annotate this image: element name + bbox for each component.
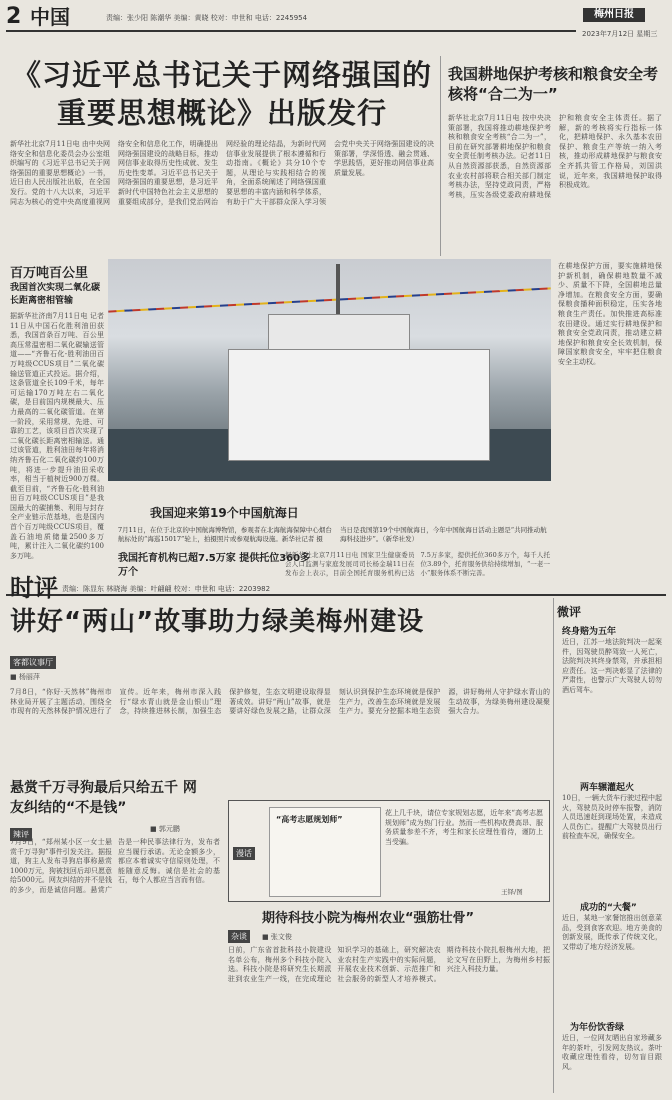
flag-string [108,287,550,312]
column-divider [440,56,441,256]
bottom-left-label: 辣评 [10,828,32,841]
lower-left-body: 据新华社北京7月11日电 国家卫生健康委员会人口监测与家庭发展司司长杨金瑞11日在发布会上表示，目前全国托育服务机构已达7.5万多家，提供托位360多万个，每千人托位3.89个，托育服务供给持续增加，“一老一小”服务体系不断完善。 [285,551,550,577]
issue-date: 2023年7月12日 星期三 [582,30,658,38]
brief-headline: 百万吨百公里 [10,266,89,281]
cartoon-illustration [269,807,381,897]
right-continued: 在耕地保护方面，要实施耕地保护新机制，确保耕地数量不减少、质量不下降，全国耕地总量净增加。在粮食安全方面，要确保粮食播种面积稳定，压实各地粮食生产责任。加快推进高标准农田建设。通过实行耕地保护和粮食安全党政同责，推动建立耕地保护和粮食安全长效机制，保障国家粮食安全，牢牢把住粮食安全主动权。 [558,262,662,366]
bottom-body: 日前，广东省首批科技小院建设名单公布，梅州多个科技小院入选。科技小院是将研究生长期派驻到农业生产一线，在完成理论知识学习的基础上，研究解决农业农村生产实践中的实际问题，开展农业技术创新、示范推广和社会服务的新型人才培养模式。期待科技小院扎根梅州大地，把论文写在田野上，为梅州乡村振兴注入科技力量。 [228,946,550,983]
header-rule [6,30,576,32]
cartoon-credit: 王铎/图 [501,888,523,896]
right-headline: 我国耕地保护考核和粮食安全考核将“合二为一” [448,65,659,103]
bottom-author: ■ 张文俊 [262,933,292,941]
column-name: 客都议事厅 [10,656,56,669]
sidebar-item-body: 近日，一位网友晒出自家珍藏多年的茶叶，引发网友热议。茶叶收藏应理性看待，切勿盲目跟风。 [562,1034,662,1071]
bottom-label-wrap [228,924,250,943]
photo-title: 我国迎来第19个中国航海日 [150,506,299,520]
bottom-left-author: ■ 郭元鹏 [150,825,180,833]
brief-body: 据新华社济南7月11日电 记者11日从中国石化胜利油田获悉，我国首条百万吨、百公里高压常温密相二氧化碳输送管道——“齐鲁石化-胜利油田百万吨级CCUS项目”二氧化碳输送管道正式投运。据介绍，这条管道全长109千米，每年可运输170万吨左右二氧化碳，是目前国内规模最大、压力最高的二氧化碳管道。在第一阶段，采用常规、先进、可靠的工艺，该项目首次实现了二氧化碳长距离密相输送。通过该管道，胜利油田每年将消纳齐鲁石化二氧化碳约100万吨，将进一步提升油田采收率，相当于植树近900万棵。截至目前，“齐鲁石化-胜利油田百万吨级CCUS项目”是我国最大的碳捕集、利用与封存全产业链示范基地，也是国内首个百万吨级CCUS项目，覆盖石油地质储量2500多万吨，累计注入二氧化碳约100多万吨。 [10,312,104,560]
news-photo [108,259,551,481]
column-badge [10,650,110,668]
section-title: 中国 [30,5,70,29]
lower-left-headline: 我国托育机构已超7.5万家 提供托位360多万个 [118,553,311,578]
newspaper-logo: 梅州日报 [583,8,645,22]
brief-subhead: 我国首次实现二氧化碳长距离密相管输 [10,283,101,306]
page-number: 2 [6,4,22,29]
sidebar-divider [553,598,554,1093]
ship-hull [228,349,490,461]
right-body: 新华社北京7月11日电 按中央决策部署，我国将推动耕地保护考核和粮食安全考核“合二为一”，目前在研究部署耕地保护和粮食安全责任制考核办法。记者11日从自然资源部获悉，自然资源部农业农村部将联合相关部门制定考核办法，坚持党政同责，严格考核，压实各级党委政府耕地保护和粮食安全主体责任。据了解，新的考核将实行指标一体化，把耕地保护、永久基本农田保护、粮食生产等统一纳入考核，推动形成耕地保护与粮食安全齐抓共管工作格局，刘国洪说，近年来，我国耕地保护取得积极成效。 [448,114,662,199]
lead-body: 新华社北京7月11日电 由中央网络安全和信息化委员会办公室组织编写的《习近平总书记关于网络强国的重要思想概论》一书，近日由人民出版社出版，在全国发行。党的十八大以来，习近平同志为核心的党中央高度重视网络安全和信息化工作，明确提出网络强国建设的战略目标，推动网信事业取得历史性成就、发生历史性变革。习近平总书记关于网络强国的重要思想，是习近平新时代中国特色社会主义思想的重要组成部分，是我们党治网治网经验的理论结晶，为新时代网信事业发展提供了根本遵循和行动指南。《概论》共分10个专题，从理论与实践相结合的视角，全面系统阐述了网络强国重要思想的丰富内涵和科学体系，有助于广大干部群众深入学习领会党中央关于网络强国建设的决策部署，学深悟透、融会贯通、学思践悟，更好推动网信事业高质量发展。 [10,140,434,206]
cartoon-body: 花上几千块，请位专家规划志愿，近年来“高考志愿规划师”成为热门行业。然而一些机构收费高昂、服务质量参差不齐，考生和家长应理性看待，谨防上当受骗。 [385,809,543,846]
sidebar-item-body: 近日，江苏一地法院判决一起案件，因驾驶员醉驾致一人死亡，法院判决其终身禁驾，并承担相应责任。这一判决彰显了法律的严肃性，也警示广大驾驶人切勿酒后驾车。 [562,638,662,694]
bottom-label: 杂谈 [228,930,250,943]
cartoon-box [228,800,550,902]
bottom-headline: 期待科技小院为梅州农业“强筋壮骨” [262,911,475,926]
cartoon-label: 漫话 [233,847,255,860]
sidebar-item-title: 终身赔为五年 [562,627,617,637]
bottom-left-body: 7月9日，“郑州某小区一女士悬赏千万寻狗”事件引发关注。据报道，狗主人发布寻狗启事称悬赏1000万元，狗被找回后却只愿意给5000元。网友纠结的并不是钱的多少，而是诚信问题。悬赏广告是一种民事法律行为，发布者应当履行承诺。无论金额多少，都应本着诚实守信原则处理，不能随意反悔。诚信是社会的基石，每个人都应当言而有信。 [10,838,220,894]
sidebar-item-body: 10日，一辆大货车行驶过程中起火，驾驶员及时停车报警，消防人员迅速赶到现场处置，未造成人员伤亡。提醒广大驾驶员出行前检查车况，确保安全。 [562,794,662,841]
sidebar-item-body: 近日，某地一家餐馆推出创意菜品，受到食客欢迎。地方美食的创新发展，既传承了传统文化，又带动了地方经济发展。 [562,914,662,951]
cartoon-label-wrap [233,841,255,860]
photo-caption-right: 当日是我国第19个中国航海日，今年中国航海日活动主题是“共同推动航海科技进步”。（新华社发） [340,526,547,543]
bottom-left-headline: 悬赏千万寻狗最后只给五千 网友纠结的“不是钱” [10,780,197,816]
commentary-body: 7月8日，“你好·天然林”梅州市林业局开展了主题活动，围绕全市现有的天然林保护情况进行了宣传。近年来，梅州市深入践行“绿水青山就是金山银山”理念，持续推进林长制，加强生态保护修复，生态文明建设取得显著成效。讲好“两山”故事，就是要讲好绿色发展之路，让群众深刻认识到保护生态环境就是保护生产力，改善生态环境就是发展生产力。要充分挖掘本地生态资源，讲好梅州人守护绿水青山的生动故事，为绿美梅州建设凝聚强大合力。 [10,688,550,716]
commentary-headline: 讲好“两山”故事助力绿美梅州建设 [10,607,425,637]
header-credits: 责编：张少阳 陈潮华 美编：黄晓 校对：申世和 电话：2245954 [106,14,308,22]
sidebar-item-title: 两车辗灌起火 [580,783,635,793]
section-rule [6,594,666,596]
commentary-author: ■ 杨丽萍 [10,673,40,681]
sidebar-item-title: 成功的“大餐” [580,903,637,913]
sidebar-label: 微评 [557,605,582,619]
lead-headline: 《习近平总书记关于网络强国的重要思想概论》出版发行 [11,58,432,130]
commentary-label: 时评 [10,574,58,602]
sidebar-item-title: 为年份饮香绿 [570,1023,625,1033]
photo-caption-left: 7月11日，在位于北京的中国航海博物馆，参观者在北海航海保障中心烟台航标处的“海巡15017”轮上，拍摄照片或参观航海设施。新华社记者 摄 [118,526,332,543]
commentary-credits: 责编：陈显东 林晓海 美编：叶翩翩 校对：申世和 电话：2203982 [62,585,271,593]
cartoon-caption: “高考志愿规划师” [276,815,343,824]
